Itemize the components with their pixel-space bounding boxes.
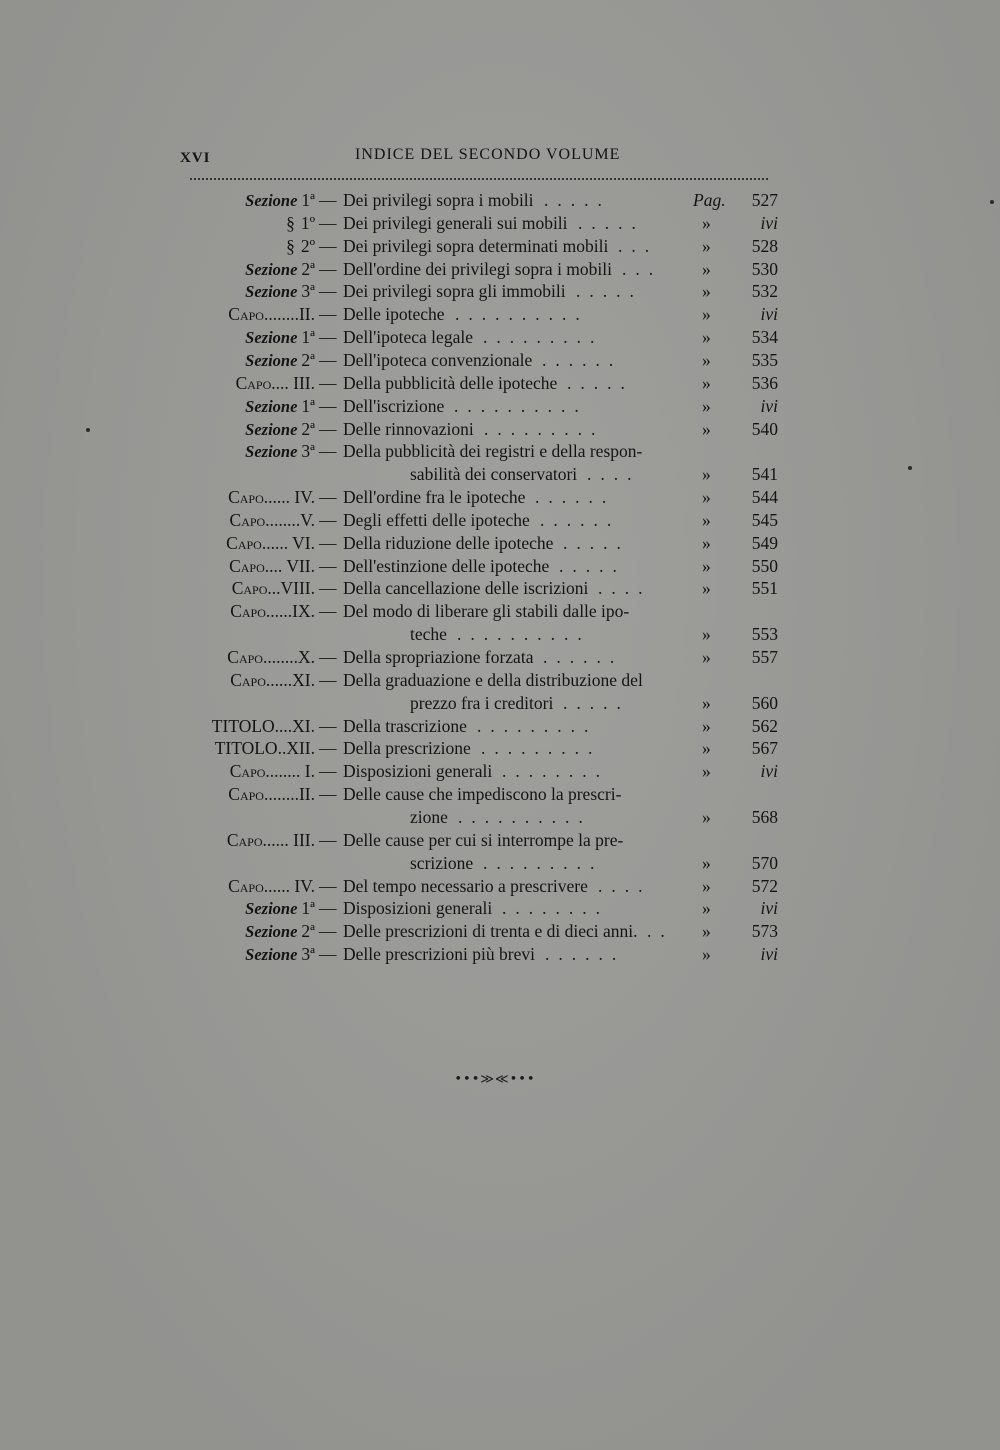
ditto-mark: »	[702, 464, 711, 485]
entry-label-kind: Sezione	[245, 350, 298, 370]
toc-entry	[0, 257, 1000, 281]
ditto-mark: »	[702, 487, 711, 508]
entry-label-number: ..XII.	[277, 738, 315, 759]
entry-dash: —	[319, 487, 337, 508]
entry-label-number: 1ª	[301, 190, 315, 210]
entry-label	[228, 782, 315, 806]
entry-label-number: 3ª	[301, 441, 315, 462]
ditto-mark: »	[702, 532, 711, 553]
entry-title: Della cancellazione delle iscrizioni	[343, 578, 589, 599]
entry-label-number: ......IX.	[265, 601, 315, 622]
dot-leader: .........	[483, 327, 604, 348]
entry-title: Dei privilegi generali sui mobili	[343, 212, 568, 233]
toc-entry	[0, 668, 1000, 713]
entry-dash: —	[319, 829, 337, 850]
toc-entry	[0, 279, 1000, 303]
entry-title: Dell'iscrizione	[343, 395, 445, 416]
entry-label-kind: Capo	[229, 761, 266, 782]
entry-label	[245, 919, 315, 944]
entry-title: Dell'ordine fra le ipoteche	[343, 487, 526, 508]
entry-title: Della prescrizione	[343, 738, 471, 759]
entry-dash: —	[319, 304, 337, 325]
dot-leader: .........	[483, 852, 604, 873]
ditto-mark: »	[702, 875, 711, 896]
entry-label-number: ......XI.	[265, 669, 315, 690]
entry-dash: —	[319, 327, 337, 348]
dot-leader: ...	[618, 235, 659, 256]
entry-label-number: 2º	[300, 235, 315, 256]
dot-leader: .....	[567, 372, 634, 393]
dot-leader: ........	[502, 761, 609, 782]
entry-title: Degli effetti delle ipoteche	[343, 509, 530, 530]
page-number: 527	[751, 190, 778, 210]
ditto-mark: »	[702, 806, 711, 827]
toc-entry	[0, 942, 1000, 966]
entry-label-kind: Sezione	[245, 899, 298, 919]
entry-title-continued: zione	[410, 806, 448, 827]
entry-title: Dei privilegi sopra determinati mobili	[343, 235, 609, 256]
toc-entry	[0, 325, 1000, 349]
entry-dash: —	[319, 601, 337, 622]
entry-label-number: ........V.	[265, 509, 315, 530]
entry-dash: —	[319, 190, 337, 210]
entry-title: Dell'ipoteca legale	[343, 327, 473, 348]
entry-dash: —	[319, 761, 337, 782]
dot-leader: .....	[559, 555, 626, 576]
page-folio: XVI	[180, 150, 211, 166]
dot-leader: .....	[544, 190, 611, 210]
page-number: ivi	[760, 212, 778, 233]
entry-title: Della trascrizione	[343, 715, 467, 736]
entry-dash: —	[319, 372, 337, 393]
entry-label-kind: Sezione	[245, 396, 298, 416]
entry-label-number: ........ I.	[265, 761, 315, 782]
entry-label	[230, 759, 315, 783]
toc-entry	[0, 714, 1000, 738]
toc-entry	[0, 485, 1000, 509]
ditto-mark: »	[702, 944, 711, 965]
entry-title-continued: prezzo fra i creditori	[410, 692, 554, 713]
dot-leader: ..........	[454, 395, 588, 416]
entry-label-number: ...... VI.	[261, 532, 315, 553]
entry-label	[286, 211, 315, 235]
toc-entry	[0, 371, 1000, 395]
toc-entry	[0, 531, 1000, 555]
entry-dash: —	[319, 235, 337, 256]
dot-leader: ......	[545, 944, 626, 965]
entry-label-kind: Sezione	[245, 259, 298, 279]
entry-title: Delle cause per cui si interrompe la pre-	[343, 829, 624, 850]
dot-leader: ..........	[455, 304, 589, 325]
toc-entry	[0, 211, 1000, 235]
entry-dash: —	[319, 281, 337, 302]
entry-label	[245, 942, 315, 967]
entry-label-kind: §	[286, 235, 295, 256]
page-number: 553	[751, 624, 778, 645]
paper-speck	[86, 428, 90, 432]
entry-label-number: ...... IV.	[263, 487, 315, 508]
entry-label-kind: Capo	[229, 555, 265, 576]
entry-dash: —	[319, 715, 337, 736]
ditto-mark: »	[702, 761, 711, 782]
toc-entry	[0, 554, 1000, 578]
entry-label-kind: TITOLO	[214, 738, 278, 759]
ditto-mark: »	[702, 235, 711, 256]
entry-label	[227, 828, 315, 852]
entry-label-number: ........II.	[263, 784, 315, 805]
entry-label-number: 1º	[300, 212, 315, 233]
dot-leader: ......	[535, 487, 616, 508]
entry-label-kind: Sezione	[245, 922, 298, 942]
entry-title: Delle ipoteche	[343, 304, 445, 325]
entry-label	[245, 279, 315, 304]
entry-label	[245, 188, 315, 213]
entry-label-kind: Capo	[231, 578, 268, 599]
toc-entry	[0, 576, 1000, 600]
entry-dash: —	[319, 349, 337, 370]
toc-entry	[0, 417, 1000, 441]
entry-label-number: 1ª	[301, 898, 315, 919]
entry-label-kind: §	[286, 212, 295, 233]
entry-label-kind: Capo	[228, 304, 264, 325]
ditto-mark: »	[702, 212, 711, 233]
entry-label	[228, 874, 315, 898]
entry-label	[245, 394, 315, 419]
entry-dash: —	[319, 898, 337, 919]
toc-entry	[0, 896, 1000, 920]
dot-leader: ..........	[458, 806, 592, 827]
entry-label	[228, 302, 315, 326]
entry-dash: —	[319, 441, 337, 462]
entry-label	[245, 257, 315, 282]
entry-label	[245, 348, 315, 373]
entry-label-kind: Capo	[230, 601, 266, 622]
entry-title: Delle cause che impediscono la prescri-	[343, 784, 622, 805]
page-number: 562	[751, 715, 778, 736]
entry-title: Dei privilegi sopra i mobili	[343, 190, 534, 210]
entry-label-kind: Capo	[227, 647, 263, 667]
entry-label-kind: Capo	[228, 784, 264, 805]
page-number: ivi	[760, 944, 778, 965]
entry-label	[227, 645, 315, 669]
entry-dash: —	[319, 509, 337, 530]
entry-label-number: 3ª	[301, 944, 315, 965]
ditto-mark: »	[702, 349, 711, 370]
entry-label-number: 1ª	[301, 327, 315, 348]
toc-entry	[0, 759, 1000, 783]
entry-dash: —	[319, 258, 337, 279]
toc-entry	[0, 645, 1000, 669]
entry-label	[230, 599, 315, 623]
entry-label	[245, 896, 315, 921]
page-number: 535	[751, 349, 778, 370]
dot-leader: ....	[587, 464, 641, 485]
entry-title: Della pubblicità delle ipoteche	[343, 372, 558, 393]
page-number: 530	[751, 258, 778, 279]
entry-title: Delle rinnovazioni	[343, 418, 474, 439]
ditto-mark: »	[702, 647, 711, 667]
ditto-mark: »	[702, 555, 711, 576]
entry-label-kind: Sezione	[245, 945, 298, 965]
toc-entry	[0, 828, 1000, 873]
entry-title: Delle prescrizioni di trenta e di dieci anni.	[343, 921, 638, 942]
dot-leader: .....	[578, 212, 645, 233]
entry-label-kind: Sezione	[245, 328, 298, 348]
toc-entry	[0, 234, 1000, 258]
toc-entry	[0, 919, 1000, 943]
page-number: 541	[751, 464, 778, 485]
toc-entry	[0, 599, 1000, 645]
entry-label	[245, 439, 315, 464]
dot-leader: ........	[502, 898, 609, 919]
entry-dash: —	[319, 578, 337, 599]
dot-leader: ..........	[457, 624, 591, 645]
page-number: 534	[751, 327, 778, 348]
entry-label	[232, 576, 315, 600]
page-number: 570	[751, 852, 778, 873]
ditto-mark: »	[702, 258, 711, 279]
ditto-mark: »	[702, 692, 711, 713]
toc-entry	[0, 439, 1000, 485]
ditto-mark: »	[702, 372, 711, 393]
entry-label-kind: Sezione	[245, 282, 298, 302]
entry-title: Della graduazione e della distribuzione del	[343, 669, 643, 690]
entry-title: Delle prescrizioni più brevi	[343, 944, 535, 965]
entry-label-kind: Sezione	[245, 419, 298, 439]
entry-label-number: ........X.	[262, 647, 315, 667]
entry-label-number: .... III.	[271, 372, 315, 393]
entry-label	[236, 371, 315, 395]
entry-title: Della spropriazione forzata	[343, 647, 534, 667]
entry-label	[245, 325, 315, 350]
page-number: 528	[751, 235, 778, 256]
entry-label-kind: TITOLO	[211, 715, 275, 736]
entry-title: Disposizioni generali	[343, 761, 493, 782]
dot-leader: .....	[576, 281, 643, 302]
dot-leader: .....	[563, 692, 630, 713]
entry-label-kind: Capo	[229, 509, 266, 530]
entry-dash: —	[319, 669, 337, 690]
entry-label-number: 2ª	[301, 258, 315, 279]
dot-leader: .........	[484, 418, 605, 439]
page-number: 532	[751, 281, 778, 302]
dot-leader: ....	[598, 875, 652, 896]
ditto-mark: »	[702, 624, 711, 645]
page-number: 567	[751, 738, 778, 759]
entry-label	[228, 485, 315, 509]
ditto-mark: »	[702, 715, 711, 736]
paper-speck	[908, 466, 912, 470]
entry-label	[212, 714, 315, 738]
toc-entry	[0, 782, 1000, 827]
dot-leader: .........	[481, 738, 602, 759]
entry-label	[215, 736, 315, 760]
entry-title: Della pubblicità dei registri e della respon-	[343, 441, 643, 462]
dot-leader: .........	[477, 715, 598, 736]
ditto-mark: »	[702, 738, 711, 759]
page-number: 549	[751, 532, 778, 553]
dot-leader: ....	[598, 578, 652, 599]
page-number: 573	[751, 921, 778, 942]
entry-dash: —	[319, 418, 337, 439]
entry-label-number: ...VIII.	[267, 578, 315, 599]
ditto-mark: »	[702, 509, 711, 530]
entry-dash: —	[319, 395, 337, 416]
page-number: ivi	[760, 395, 778, 416]
entry-label-kind: Capo	[228, 487, 264, 508]
entry-dash: —	[319, 944, 337, 965]
entry-title: Del modo di liberare gli stabili dalle ipo-	[343, 601, 630, 622]
entry-label-number: ...... IV.	[263, 875, 315, 896]
page-number: 544	[751, 487, 778, 508]
dot-leader: .....	[563, 532, 630, 553]
entry-label-kind: Capo	[226, 829, 263, 850]
end-ornament: •••≫≪•••	[454, 1072, 536, 1087]
page-number: ivi	[760, 898, 778, 919]
entry-title-continued: sabilità dei conservatori	[410, 464, 578, 485]
dot-leader: ..	[647, 921, 674, 942]
page-number: ivi	[760, 304, 778, 325]
entry-label	[286, 234, 315, 258]
toc-entry	[0, 508, 1000, 532]
ditto-mark: »	[702, 852, 711, 873]
toc-entry	[0, 736, 1000, 760]
entry-label	[229, 554, 315, 578]
entry-label-number: ...... III.	[262, 829, 315, 850]
ditto-mark: »	[702, 578, 711, 599]
entry-label-number: 2ª	[301, 349, 315, 370]
entry-dash: —	[319, 532, 337, 553]
entry-label	[226, 531, 315, 555]
entry-label-kind: Capo	[235, 372, 272, 393]
ditto-mark: »	[702, 921, 711, 942]
entry-dash: —	[319, 212, 337, 233]
entry-label-number: 1ª	[301, 395, 315, 416]
entry-title: Dell'ipoteca convenzionale	[343, 349, 533, 370]
ditto-mark: »	[702, 304, 711, 325]
entry-title: Del tempo necessario a prescrivere	[343, 875, 588, 896]
entry-dash: —	[319, 784, 337, 805]
entry-label-number: 3ª	[301, 281, 315, 302]
entry-label-kind: Capo	[230, 669, 266, 690]
paper-speck	[990, 200, 994, 204]
entry-dash: —	[319, 738, 337, 759]
entry-title: Disposizioni generali	[343, 898, 493, 919]
entry-title-continued: teche	[410, 624, 447, 645]
entry-title-continued: scrizione	[410, 852, 474, 873]
ditto-mark: »	[702, 281, 711, 302]
entry-label-kind: Capo	[228, 875, 264, 896]
entry-label-number: 2ª	[301, 418, 315, 439]
entry-title: Dell'estinzione delle ipoteche	[343, 555, 550, 576]
ditto-mark: »	[702, 418, 711, 439]
page-word: Pag.	[693, 190, 726, 210]
page-number: 568	[751, 806, 778, 827]
page-number: 540	[751, 418, 778, 439]
entry-title: Della riduzione delle ipoteche	[343, 532, 554, 553]
entry-dash: —	[319, 555, 337, 576]
running-title: INDICE DEL SECONDO VOLUME	[355, 146, 621, 163]
page-number: 551	[751, 578, 778, 599]
page-number: ivi	[760, 761, 778, 782]
toc-entry	[0, 874, 1000, 898]
entry-label-kind: Capo	[226, 532, 262, 553]
entry-dash: —	[319, 921, 337, 942]
page-number: 550	[751, 555, 778, 576]
entry-label	[230, 668, 315, 692]
dot-leader: ......	[542, 349, 623, 370]
toc-entry	[0, 394, 1000, 418]
page-number: 545	[751, 509, 778, 530]
page-number: 572	[751, 875, 778, 896]
entry-label-number: ....XI.	[274, 715, 315, 736]
page-number: 557	[751, 647, 778, 667]
entry-label-kind: Sezione	[245, 442, 298, 462]
ditto-mark: »	[702, 395, 711, 416]
entry-label	[245, 417, 315, 442]
entry-label-number: 2ª	[301, 921, 315, 942]
entry-label-number: .... VII.	[264, 555, 315, 576]
entry-dash: —	[319, 875, 337, 896]
entry-title: Dell'ordine dei privilegi sopra i mobili	[343, 258, 613, 279]
entry-title: Dei privilegi sopra gli immobili	[343, 281, 566, 302]
entry-label	[230, 508, 315, 532]
toc-entry	[0, 348, 1000, 372]
dot-leader: ...	[622, 258, 663, 279]
page-number: 560	[751, 692, 778, 713]
dot-leader: ......	[540, 509, 621, 530]
entry-dash: —	[319, 647, 337, 667]
entry-label-kind: Sezione	[245, 191, 298, 210]
dot-leader: ......	[543, 647, 624, 667]
toc-entry	[0, 188, 1000, 212]
page-number: 536	[751, 372, 778, 393]
toc-entry	[0, 302, 1000, 326]
entry-label-number: ........II.	[263, 304, 315, 325]
ditto-mark: »	[702, 327, 711, 348]
ditto-mark: »	[702, 898, 711, 919]
